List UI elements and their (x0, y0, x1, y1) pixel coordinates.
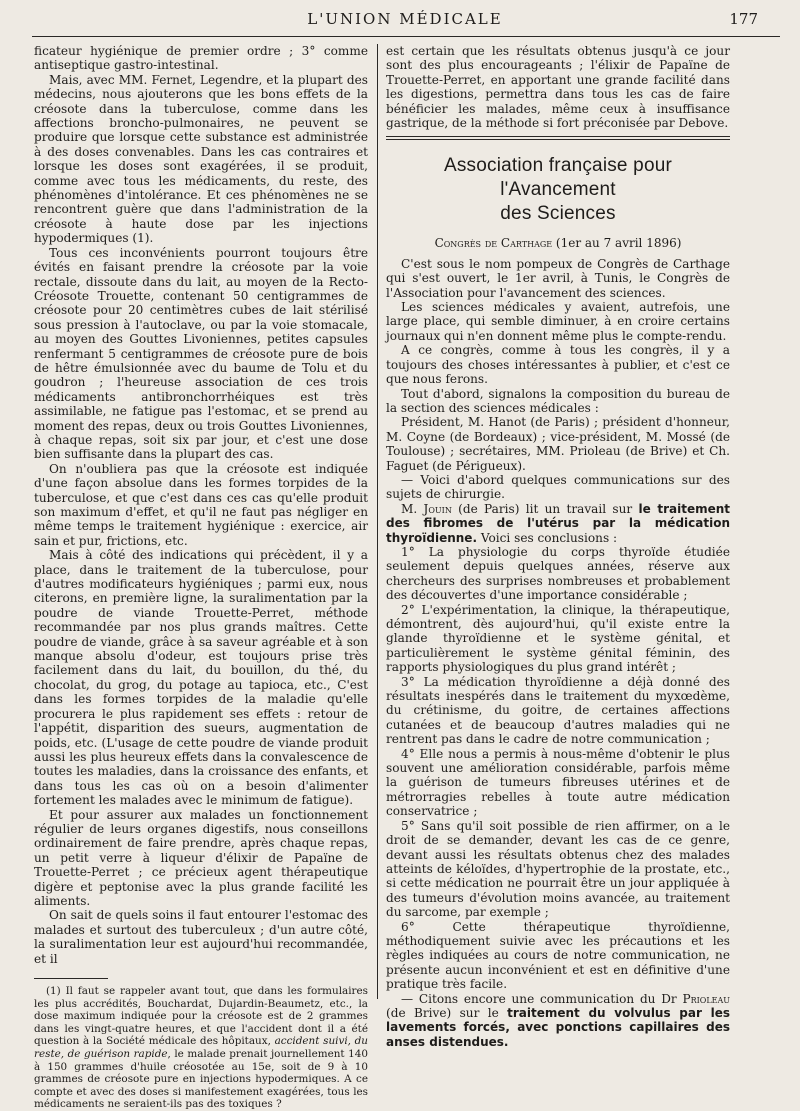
communication-title: traitement du volvulus par les lavements forcés, avec ponctions capillaires des anses distendues. (386, 1005, 730, 1049)
paragraph: Tout d'abord, signalons la composition du bureau de la section des sciences médicales : (386, 386, 730, 415)
left-column (34, 44, 368, 1111)
conclusion-item: 3° La médication thyroïdienne a déjà donné des résultats inespérés dans le traitement du myxœdème, du crétinisme, du goitre, de certaines affections cutanées et de beaucoup d'autres maladies qui ne rentrent pas dans le cadre de notre communication ; (386, 674, 730, 747)
paragraph-text: — Citons encore une communication du Dr (401, 991, 683, 1006)
paragraph-text: Voici ses conclusions : (477, 530, 618, 545)
paragraph: ficateur hygiénique de premier ordre ; 3° comme antiseptique gastro-intestinal. (34, 44, 368, 73)
paragraph: A ce congrès, comme à tous les congrès, il y a toujours des choses intéressantes à publier, et c'est ce que nous ferons. (386, 343, 730, 387)
paragraph: Président, M. Hanot (de Paris) ; président d'honneur, M. Coyne (de Bordeaux) ; vice-président, M. Mossé (de Toulouse) ; secrétaires, MM. Prioleau (de Brive) et Ch. Faguet (de Périgueux). (386, 415, 730, 473)
page-header (30, 8, 780, 30)
conclusion-item: 6° Cette thérapeutique thyroïdienne, méthodiquement suivie avec les précautions et les règles indiquées au cours de notre communication, ne présente aucun inconvénient et est en définitive d'une pratique très facile. (386, 919, 730, 992)
footnote-text-end: , le malade prenait journellement 140 à 150 grammes d'huile créosotée au 15e, soit de 9 à 10 grammes de créosote pure en injections hypodermiques. A ce compte et avec des doses si manifestement exagérées, tous les médicaments ne seraient-ils pas des toxiques ? (34, 1047, 368, 1111)
right-column (386, 44, 730, 1049)
footnote-text: (1) Il faut se rappeler avant tout, que dans les formulaires les plus accrédités, Bouchardat, Dujardin-Beaumetz, etc., la dose maximum indiquée pour la créosote est de 2 grammes dans les vingt-quatre heures, et que l'accident dont il a été question à la Société médicale des hôpitaux, (34, 985, 368, 1048)
section-title-line: Association française pour l'Avancement (443, 155, 673, 201)
paragraph: est certain que les résultats obtenus jusqu'à ce jour sont des plus encourageants ; l'élixir de Papaïne de Trouette-Perret, en apportant une grande facilité dans les digestions, permettra dans tous les cas de faire bénéficier les malades, même ceux à insuffisance gastrique, de la méthode si fort préconisée par Debove. (386, 44, 730, 131)
conclusion-item: 5° Sans qu'il soit possible de rien affirmer, on a le droit de se demander, devant les cas de ce genre, devant aussi les résultats obtenus chez des malades atteints de kéloïdes, d'hypertrophie de la prostate, etc., si cette médication ne pourrait être un jour appliquée à des tumeurs d'évolution moins avancée, au traitement du sarcome, par exemple ; (386, 818, 730, 920)
paragraph-text: (de Paris) lit un travail sur (451, 501, 639, 516)
congress-label: Congrès de Carthage (434, 236, 553, 251)
section-title (386, 154, 730, 226)
paragraph: Tous ces inconvénients pourront toujours être évités en faisant prendre la créosote par la voie rectale, dissoute dans du lait, au moyen de la Recto-Créosote Trouette, contenant 50 centigrammes de créosote pour 20 centimètres cubes de lait stérilisé sous pression à l'autoclave, ou par la voie stomacale, au moyen des Gouttes Livoniennes, petites capsules renfermant 5 centigrammes de créosote pure de bois de hêtre émulsionnée avec du baume de Tolu et du goudron ; l'heureuse association de ces trois médicaments antibronchorrhéiques est très assimilable, ne fatigue pas l'estomac, et se prend au moment des repas, deux ou trois Gouttes Livoniennes, à chaque repas, soit six par jour, et c'est une dose bien suffisante dans la plupart des cas. (34, 245, 368, 462)
communication-title: le traitement des fibromes de l'utérus par la médication thyroïdienne. (386, 501, 731, 545)
conclusion-item: 4° Elle nous a permis à nous-même d'obtenir le plus souvent une amélioration considérable, parfois même la guérison de tumeurs fibreuses utérines et de métrorragies rebelles à toute autre médication conservatrice ; (386, 746, 730, 819)
footnote (34, 985, 368, 1111)
paragraph: C'est sous le nom pompeux de Congrès de Carthage qui s'est ouvert, le 1er avril, à Tunis, le Congrès de l'Association pour l'avancement des sciences. (386, 256, 730, 300)
paragraph: Mais, avec MM. Fernet, Legendre, et la plupart des médecins, nous ajouterons que les bons effets de la créosote dans la tuberculose, comme dans les affections broncho-pulmonaires, ne peuvent se produire que lorsque cette substance est administrée à des doses convenables. Dans les cas contraires et lorsque les doses sont exagérées, il se produit, comme avec tous les médicaments, du reste, des phénomènes d'intolérance. Et ces phénomènes ne se rencontrent guère que dans l'administration de la créosote à haute dose par les injections hypodermiques (1). (34, 72, 368, 246)
page-number: 177 (729, 10, 758, 28)
paragraph (386, 502, 730, 545)
conclusion-item: 1° La physiologie du corps thyroïde étudiée seulement depuis quelques années, réserve aux chercheurs des surprises nombreuses et probablement des découvertes d'une importance considérable ; (386, 544, 730, 603)
paragraph: On sait de quels soins il faut entourer l'estomac des malades et surtout des tuberculeux ; d'un autre côté, la suralimentation leur est aujourd'hui recommandée, et il (34, 908, 368, 966)
author-name: M. Jouin (401, 501, 452, 516)
paragraph: — Voici d'abord quelques communications sur des sujets de chirurgie. (386, 472, 730, 502)
paragraph: On n'oubliera pas que la créosote est indiquée d'une façon absolue dans les formes torpides de la tuberculose, et que c'est dans ces cas qu'elle produit son maximum d'effet, et qu'il ne faut pas négliger en même temps le traitement hygiénique : exercice, air sain et pur, frictions, etc. (34, 461, 368, 548)
conclusion-item: 2° L'expérimentation, la clinique, la thérapeutique, démontrent, dès aujourd'hui, qu'il existe entre la glande thyroïdienne et le système génital, et particulièrement le système génital féminin, des rapports physiologiques du plus grand intérêt ; (386, 602, 730, 675)
column-separator (377, 44, 378, 999)
section-divider (386, 136, 730, 140)
section-subtitle (386, 236, 730, 250)
header-rule (32, 36, 780, 37)
congress-dates: (1er au 7 avril 1896) (555, 236, 682, 251)
paragraph (386, 992, 730, 1050)
paragraph: Les sciences médicales y avaient, autrefois, une large place, qui semble diminuer, à en croire certains journaux qui n'en donnent même plus le compte-rendu. (386, 300, 730, 343)
paragraph: Mais à côté des indications qui précèdent, il y a place, dans le traitement de la tuberculose, pour d'autres modificateurs hygiéniques ; parmi eux, nous citerons, en première ligne, la suralimentation par la poudre de viande Trouette-Perret, méthode recommandée par nos plus grands maîtres. Cette poudre de viande, grâce à sa saveur agréable et à son manque absolu d'odeur, est toujours prise très facilement dans du lait, du bouillon, du thé, du chocolat, du grog, du potage au tapioca, etc., C'est dans les formes torpides de la maladie qu'elle procurera le plus rapidement ses effets : retour de l'appétit, disparition des sueurs, augmentation de poids, etc. (L'usage de cette poudre de viande produit aussi les plus heureux effets dans la convalescence de toutes les maladies, dans la croissance des enfants, et dans tous les cas où on a besoin d'alimenter fortement les malades avec le minimum de fatigue). (34, 548, 368, 808)
paragraph: Et pour assurer aux malades un fonctionnement régulier de leurs organes digestifs, nous conseillons ordinairement de faire prendre, après chaque repas, un petit verre à liqueur d'élixir de Papaïne de Trouette-Perret ; ce précieux agent thérapeutique digère et peptonise avec la plus grande facilité les aliments. (34, 807, 368, 908)
footnote-italic: accident suivi, du reste, de guérison rapide (34, 1035, 368, 1060)
running-title: L'UNION MÉDICALE (307, 10, 503, 28)
paragraph-text: (de Brive) sur le (386, 1005, 508, 1020)
section-title-line: des Sciences (500, 203, 616, 225)
footnote-rule (34, 978, 108, 979)
author-name: Prioleau (682, 991, 730, 1006)
